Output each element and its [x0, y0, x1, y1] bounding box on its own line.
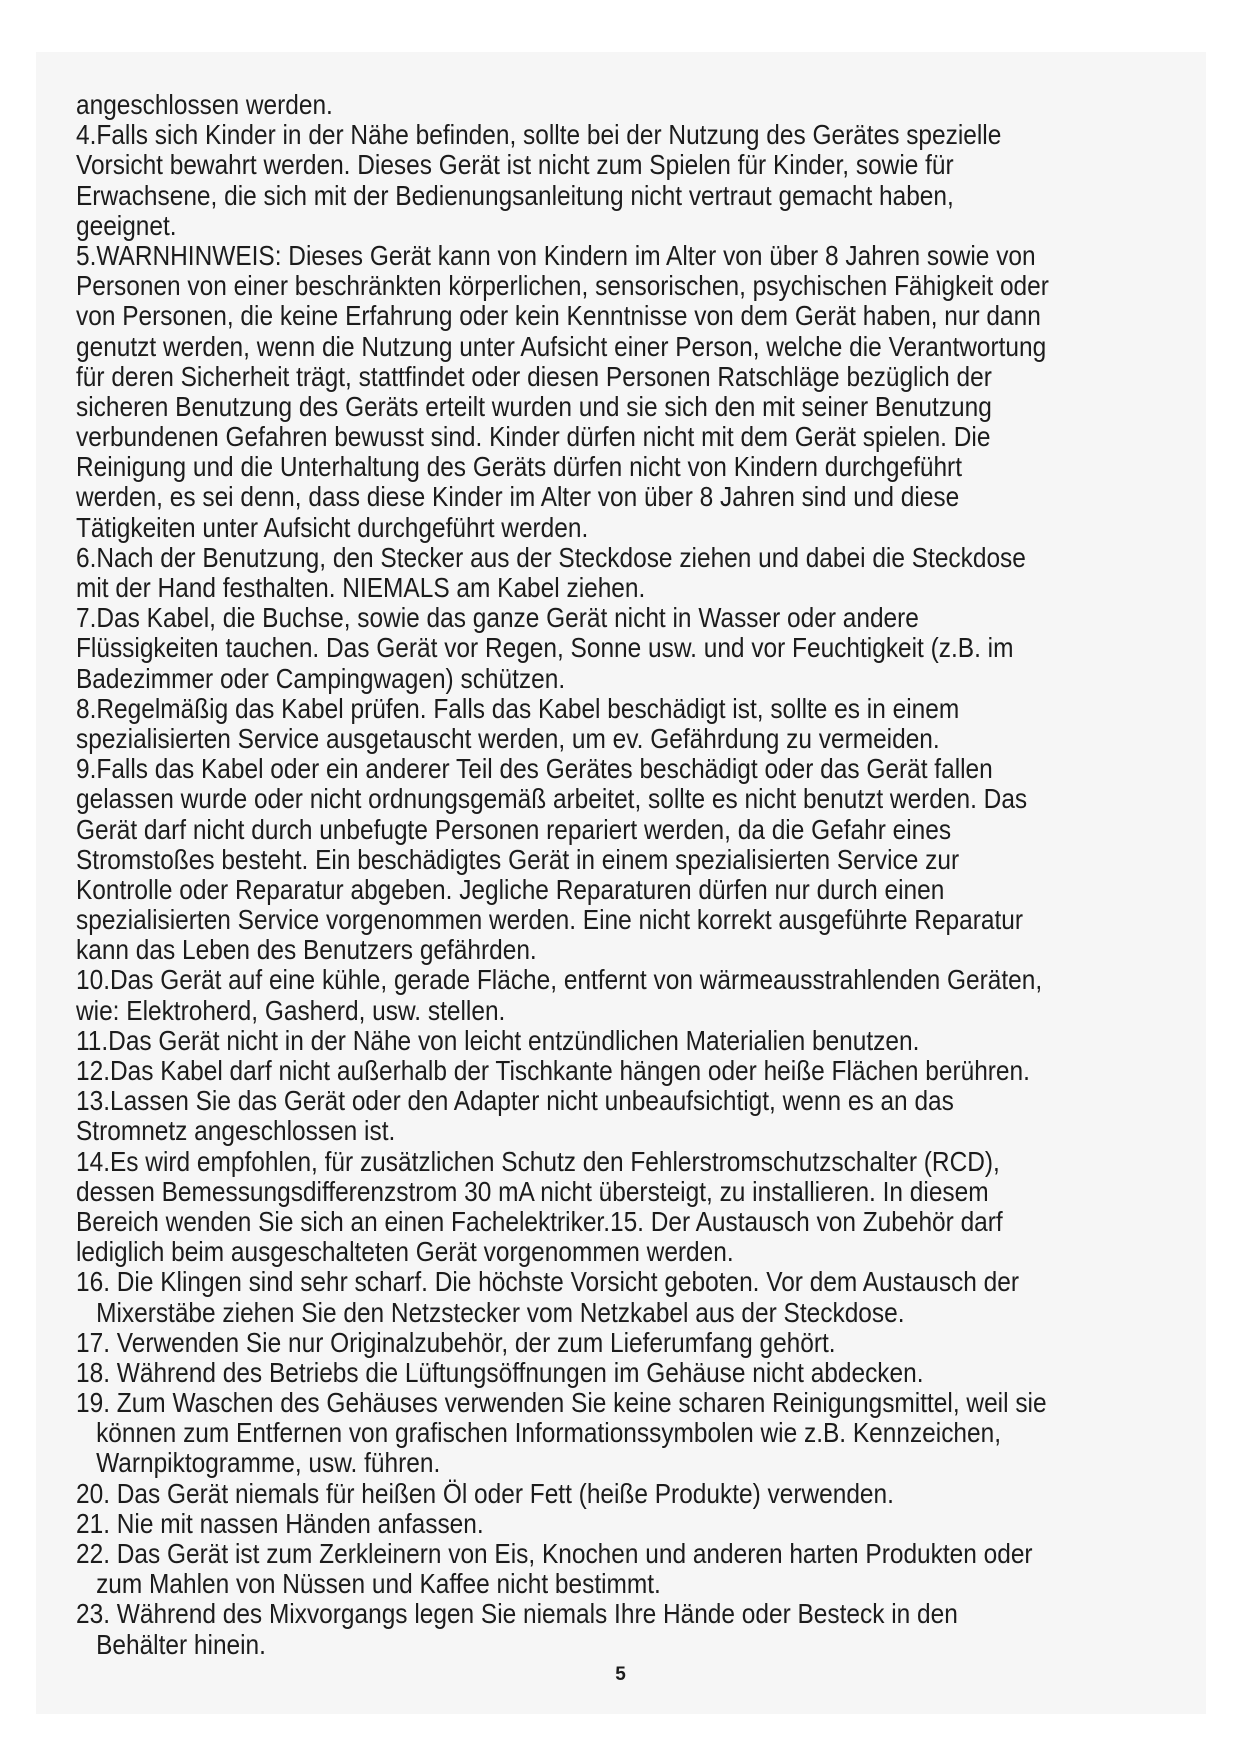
text-line: 11.Das Gerät nicht in der Nähe von leicht entzündlichen Materialien benutzen. [76, 1024, 920, 1056]
text-line: Mixerstäbe ziehen Sie den Netzstecker vom Netzkabel aus der Steckdose. [96, 1296, 905, 1328]
text-line: genutzt werden, wenn die Nutzung unter Aufsicht einer Person, welche die Verantwortung [76, 330, 1047, 362]
text-line: Personen von einer beschränkten körperlichen, sensorischen, psychischen Fähigkeit oder [76, 270, 1049, 302]
text-line: 4.Falls sich Kinder in der Nähe befinden, sollte bei der Nutzung des Gerätes spezielle [76, 119, 1002, 151]
text-line: 20. Das Gerät niemals für heißen Öl oder Fett (heiße Produkte) verwenden. [76, 1477, 894, 1509]
text-line: Bereich wenden Sie sich an einen Fachelektriker.15. Der Austausch von Zubehör darf [76, 1205, 1003, 1237]
text-line: 18. Während des Betriebs die Lüftungsöffnungen im Gehäuse nicht abdecken. [76, 1356, 924, 1388]
text-line: 6.Nach der Benutzung, den Stecker aus der Steckdose ziehen und dabei die Steckdose [76, 541, 1026, 573]
text-line: Stromstoßes besteht. Ein beschädigtes Gerät in einem spezialisierten Service zur [76, 843, 960, 875]
text-line: spezialisierten Service ausgetauscht werden, um ev. Gefährdung zu vermeiden. [76, 722, 940, 754]
text-line: 10.Das Gerät auf eine kühle, gerade Fläche, entfernt von wärmeausstrahlenden Geräten, [76, 964, 1043, 996]
text-line: lediglich beim ausgeschalteten Gerät vorgenommen werden. [76, 1236, 734, 1268]
text-line: werden, es sei denn, dass diese Kinder im Alter von über 8 Jahren sind und diese [76, 481, 960, 513]
text-line: für deren Sicherheit trägt, stattfindet oder diesen Personen Ratschläge bezüglich der [76, 360, 992, 392]
text-line: angeschlossen werden. [76, 89, 333, 120]
text-line: Behälter hinein. [96, 1628, 266, 1660]
text-line: 17. Verwenden Sie nur Originalzubehör, der zum Lieferumfang gehört. [76, 1326, 836, 1358]
text-line: Warnpiktogramme, usw. führen. [96, 1447, 441, 1479]
text-line: Gerät darf nicht durch unbefugte Personen repariert werden, da die Gefahr eines [76, 813, 952, 845]
page-number: 5 [615, 1664, 626, 1685]
text-line: kann das Leben des Benutzers gefährden. [76, 934, 537, 966]
text-line: 5.WARNHINWEIS: Dieses Gerät kann von Kindern im Alter von über 8 Jahren sowie von [76, 239, 1036, 271]
text-line: zum Mahlen von Nüssen und Kaffee nicht bestimmt. [96, 1568, 661, 1600]
text-line: geeignet. [76, 209, 177, 241]
text-line: 14.Es wird empfohlen, für zusätzlichen Schutz den Fehlerstromschutzschalter (RCD), [76, 1145, 1000, 1177]
text-line: Erwachsene, die sich mit der Bedienungsanleitung nicht vertraut gemacht haben, [76, 179, 954, 211]
text-line: gelassen wurde oder nicht ordnungsgemäß arbeitet, sollte es nicht benutzt werden. Das [76, 783, 1028, 815]
text-line: Kontrolle oder Reparatur abgeben. Jegliche Reparaturen dürfen nur durch einen [76, 873, 945, 905]
text-line: spezialisierten Service vorgenommen werden. Eine nicht korrekt ausgeführte Reparatur [76, 904, 1024, 936]
text-line: 23. Während des Mixvorgangs legen Sie niemals Ihre Hände oder Besteck in den [76, 1598, 958, 1630]
text-line: 9.Falls das Kabel oder ein anderer Teil des Gerätes beschädigt oder das Gerät fallen [76, 753, 993, 785]
text-line: Vorsicht bewahrt werden. Dieses Gerät ist nicht zum Spielen für Kinder, sowie für [76, 149, 954, 181]
text-line: von Personen, die keine Erfahrung oder kein Kenntnisse von dem Gerät haben, nur dann [76, 300, 1041, 332]
text-line: 8.Regelmäßig das Kabel prüfen. Falls das Kabel beschädigt ist, sollte es in einem [76, 692, 960, 724]
text-line: verbundenen Gefahren bewusst sind. Kinder dürfen nicht mit dem Gerät spielen. Die [76, 421, 991, 453]
text-line: Tätigkeiten unter Aufsicht durchgeführt werden. [76, 511, 589, 543]
text-line: 21. Nie mit nassen Händen anfassen. [76, 1507, 484, 1539]
text-line: sicheren Benutzung des Geräts erteilt wurden und sie sich den mit seiner Benutzung [76, 390, 992, 422]
text-line: mit der Hand festhalten. NIEMALS am Kabel ziehen. [76, 572, 646, 603]
text-line: wie: Elektroherd, Gasherd, usw. stellen. [76, 994, 506, 1026]
text-line: dessen Bemessungsdifferenzstrom 30 mA nicht übersteigt, zu installieren. In diesem [76, 1175, 989, 1207]
text-line: Reinigung und die Unterhaltung des Geräts dürfen nicht von Kindern durchgeführt [76, 451, 962, 483]
text-line: 12.Das Kabel darf nicht außerhalb der Tischkante hängen oder heiße Flächen berühren. [76, 1055, 1030, 1086]
text-line: 22. Das Gerät ist zum Zerkleinern von Eis, Knochen und anderen harten Produkten oder [76, 1538, 1033, 1569]
text-line: 16. Die Klingen sind sehr scharf. Die höchste Vorsicht geboten. Vor dem Austausch der [76, 1266, 1020, 1298]
text-line: 13.Lassen Sie das Gerät oder den Adapter nicht unbeaufsichtigt, wenn es an das [76, 1085, 954, 1117]
text-line: 7.Das Kabel, die Buchse, sowie das ganze Gerät nicht in Wasser oder andere [76, 602, 919, 634]
text-line: 19. Zum Waschen des Gehäuses verwenden Sie keine scharen Reinigungsmittel, weil sie [76, 1387, 1047, 1419]
text-line: Badezimmer oder Campingwagen) schützen. [76, 662, 566, 694]
text-line: Flüssigkeiten tauchen. Das Gerät vor Regen, Sonne usw. und vor Feuchtigkeit (z.B. im [76, 632, 1014, 664]
text-line: Stromnetz angeschlossen ist. [76, 1115, 396, 1147]
safety-instructions-text [76, 89, 1049, 1660]
text-line: können zum Entfernen von grafischen Informationssymbolen wie z.B. Kennzeichen, [96, 1417, 1002, 1449]
